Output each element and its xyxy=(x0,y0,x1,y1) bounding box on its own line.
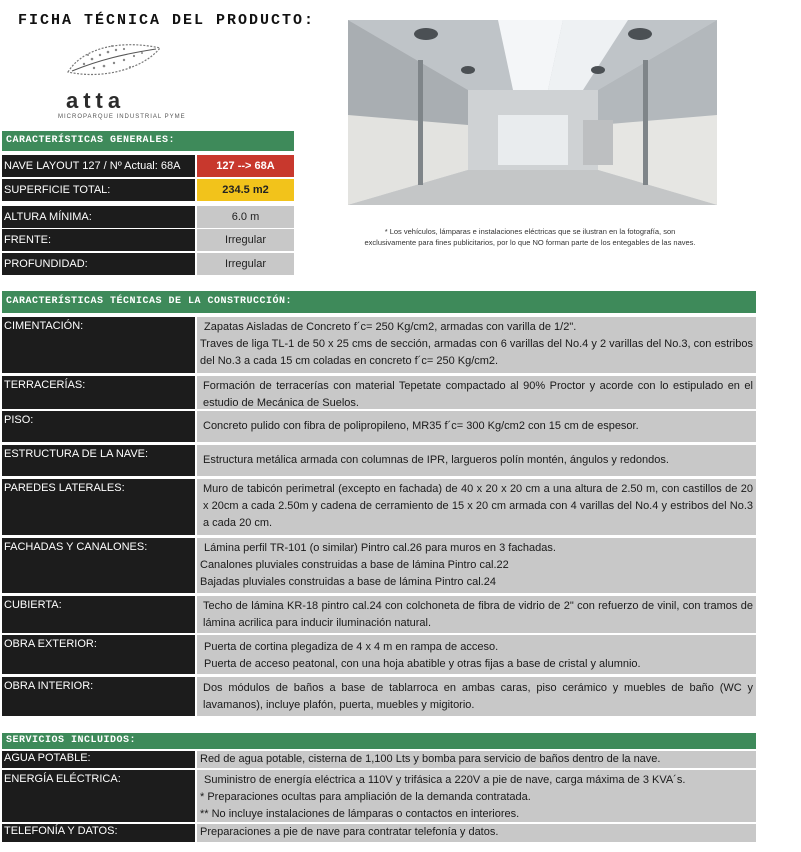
value-line: * Preparaciones ocultas para ampliación de la demanda contratada. xyxy=(200,791,531,803)
construction-row-piso xyxy=(2,411,756,442)
construction-label: FACHADAS Y CANALONES: xyxy=(2,538,195,593)
construction-row-paredes xyxy=(2,479,756,535)
value-line: Dos módulos de baños a base de tablarroca en ambas caras, piso cerámico y muebles de baño (WC y lavamanos), incluye plafón, puerta, muebles y migitorio. xyxy=(203,682,753,711)
construction-row-estructura xyxy=(2,445,756,476)
construction-row-cubierta xyxy=(2,596,756,633)
construction-value xyxy=(197,317,756,373)
construction-label: OBRA EXTERIOR: xyxy=(2,635,195,674)
construction-row-obra-interior xyxy=(2,677,756,716)
construction-header: CARACTERÍSTICAS TÉCNICAS DE LA CONSTRUCCIÓN: xyxy=(2,291,756,313)
general-row-layout xyxy=(2,155,294,177)
construction-label: PISO: xyxy=(2,411,195,442)
services-row-telefonia xyxy=(2,824,756,842)
services-value xyxy=(197,770,756,822)
construction-label: CUBIERTA: xyxy=(2,596,195,633)
general-row-superficie xyxy=(2,179,294,201)
general-label: NAVE LAYOUT 127 / Nº Actual: 68A xyxy=(2,155,195,177)
general-label: ALTURA MÍNIMA: xyxy=(2,206,195,228)
construction-value xyxy=(197,376,756,409)
construction-label: PAREDES LATERALES: xyxy=(2,479,195,535)
services-label: AGUA POTABLE: xyxy=(2,751,195,768)
value-line: Zapatas Aisladas de Concreto f´c= 250 Kg/cm2, armadas con varilla de 1/2". xyxy=(204,321,577,333)
leaf-logo-icon xyxy=(64,38,164,84)
disclaimer-line: exclusivamente para fines publicitarios, por lo que NO forman parte de los entegables de las naves. xyxy=(364,238,696,247)
warehouse-interior-image xyxy=(348,20,717,205)
general-row-altura xyxy=(2,206,294,228)
construction-row-fachadas xyxy=(2,538,756,593)
general-value: Irregular xyxy=(197,253,294,275)
services-row-energia xyxy=(2,770,756,822)
logo xyxy=(58,38,186,120)
construction-value xyxy=(197,538,756,593)
services-label: TELEFONÍA Y DATOS: xyxy=(2,824,195,842)
construction-label: ESTRUCTURA DE LA NAVE: xyxy=(2,445,195,476)
value-line: Muro de tabicón perimetral (excepto en fachada) de 40 x 20 x 20 cm a una altura de 2.50 m, con castillos de 20 x 20cm a cada 2.50m y cadena de cerramiento de 15 x 20 cm armada con 4 varillas del No.4 y estribos del No.3 a cada 20 cm. xyxy=(203,483,753,529)
disclaimer-line: * Los vehículos, lámparas e instalaciones eléctricas que se ilustran en la fotografía, son xyxy=(384,227,676,236)
construction-label: CIMENTACIÓN: xyxy=(2,317,195,373)
value-line: Preparaciones a pie de nave para contratar telefonía y datos. xyxy=(200,826,499,838)
general-value: 234.5 m2 xyxy=(197,179,294,201)
brand-tagline: MICROPARQUE INDUSTRIAL PYME xyxy=(58,114,186,120)
construction-label: TERRACERÍAS: xyxy=(2,376,195,409)
general-value: 6.0 m xyxy=(197,206,294,228)
value-line: Puerta de cortina plegadiza de 4 x 4 m en rampa de acceso. xyxy=(204,641,499,653)
value-line: Lámina perfil TR-101 (o similar) Pintro cal.26 para muros en 3 fachadas. xyxy=(204,542,556,554)
brand-name: atta xyxy=(66,88,126,113)
general-label: PROFUNDIDAD: xyxy=(2,253,195,275)
general-header: CARACTERÍSTICAS GENERALES: xyxy=(2,131,294,151)
value-line: Suministro de energía eléctrica a 110V y trifásica a 220V a pie de nave, carga máxima de 3 KVA´s. xyxy=(204,774,686,786)
general-row-frente xyxy=(2,229,294,251)
construction-row-terracerias xyxy=(2,376,756,409)
value-line: Estructura metálica armada con columnas de IPR, largueros polín montén, ángulos y redondos. xyxy=(203,454,669,466)
value-line: ** No incluye instalaciones de lámparas o contactos en interiores. xyxy=(200,808,520,820)
services-row-agua xyxy=(2,751,756,768)
value-line: Techo de lámina KR-18 pintro cal.24 con colchoneta de fibra de vidrio de 2" con refuerzo de vinil, con tramos de lámina acrilica para inducir iluminación natural. xyxy=(203,600,753,629)
photo-disclaimer xyxy=(334,226,726,248)
construction-row-cimentacion xyxy=(2,317,756,373)
services-value xyxy=(197,751,756,768)
construction-value xyxy=(197,479,756,535)
services-value xyxy=(197,824,756,842)
warehouse-photo xyxy=(348,20,717,205)
construction-label: OBRA INTERIOR: xyxy=(2,677,195,716)
construction-value xyxy=(197,677,756,716)
value-line: Formación de terracerías con material Tepetate compactado al 90% Proctor y acorde con lo estipulado en el estudio de Mecánica de Suelos. xyxy=(203,380,753,409)
value-line: Puerta de acceso peatonal, con una hoja abatible y otras fijas a base de cristal y alumnio. xyxy=(204,658,641,670)
general-label: FRENTE: xyxy=(2,229,195,251)
construction-value xyxy=(197,411,756,442)
general-value: 127 --> 68A xyxy=(197,155,294,177)
value-line: Red de agua potable, cisterna de 1,100 Lts y bomba para servicio de baños dentro de la nave. xyxy=(200,753,661,765)
construction-row-obra-exterior xyxy=(2,635,756,674)
general-value: Irregular xyxy=(197,229,294,251)
general-row-profundidad xyxy=(2,253,294,275)
page-title: FICHA TÉCNICA DEL PRODUCTO: xyxy=(18,12,316,29)
construction-value xyxy=(197,445,756,476)
construction-value xyxy=(197,635,756,674)
value-line: Canalones pluviales construidas a base de lámina Pintro cal.22 xyxy=(200,559,509,571)
value-line: Concreto pulido con fibra de polipropileno, MR35 f´c= 300 Kg/cm2 con 15 cm de espesor. xyxy=(203,420,639,432)
construction-value xyxy=(197,596,756,633)
value-line: Bajadas pluviales construidas a base de lámina Pintro cal.24 xyxy=(200,576,496,588)
services-label: ENERGÍA ELÉCTRICA: xyxy=(2,770,195,822)
general-label: SUPERFICIE TOTAL: xyxy=(2,179,195,201)
services-header: SERVICIOS INCLUIDOS: xyxy=(2,733,756,749)
value-line: Traves de liga TL-1 de 50 x 25 cms de sección, armadas con 6 varillas del No.4 y 2 varillas del No.3, con estribos del No.3 a cada 15 cm coladas en concreto f´c= 250 Kg/cm2. xyxy=(200,338,753,367)
